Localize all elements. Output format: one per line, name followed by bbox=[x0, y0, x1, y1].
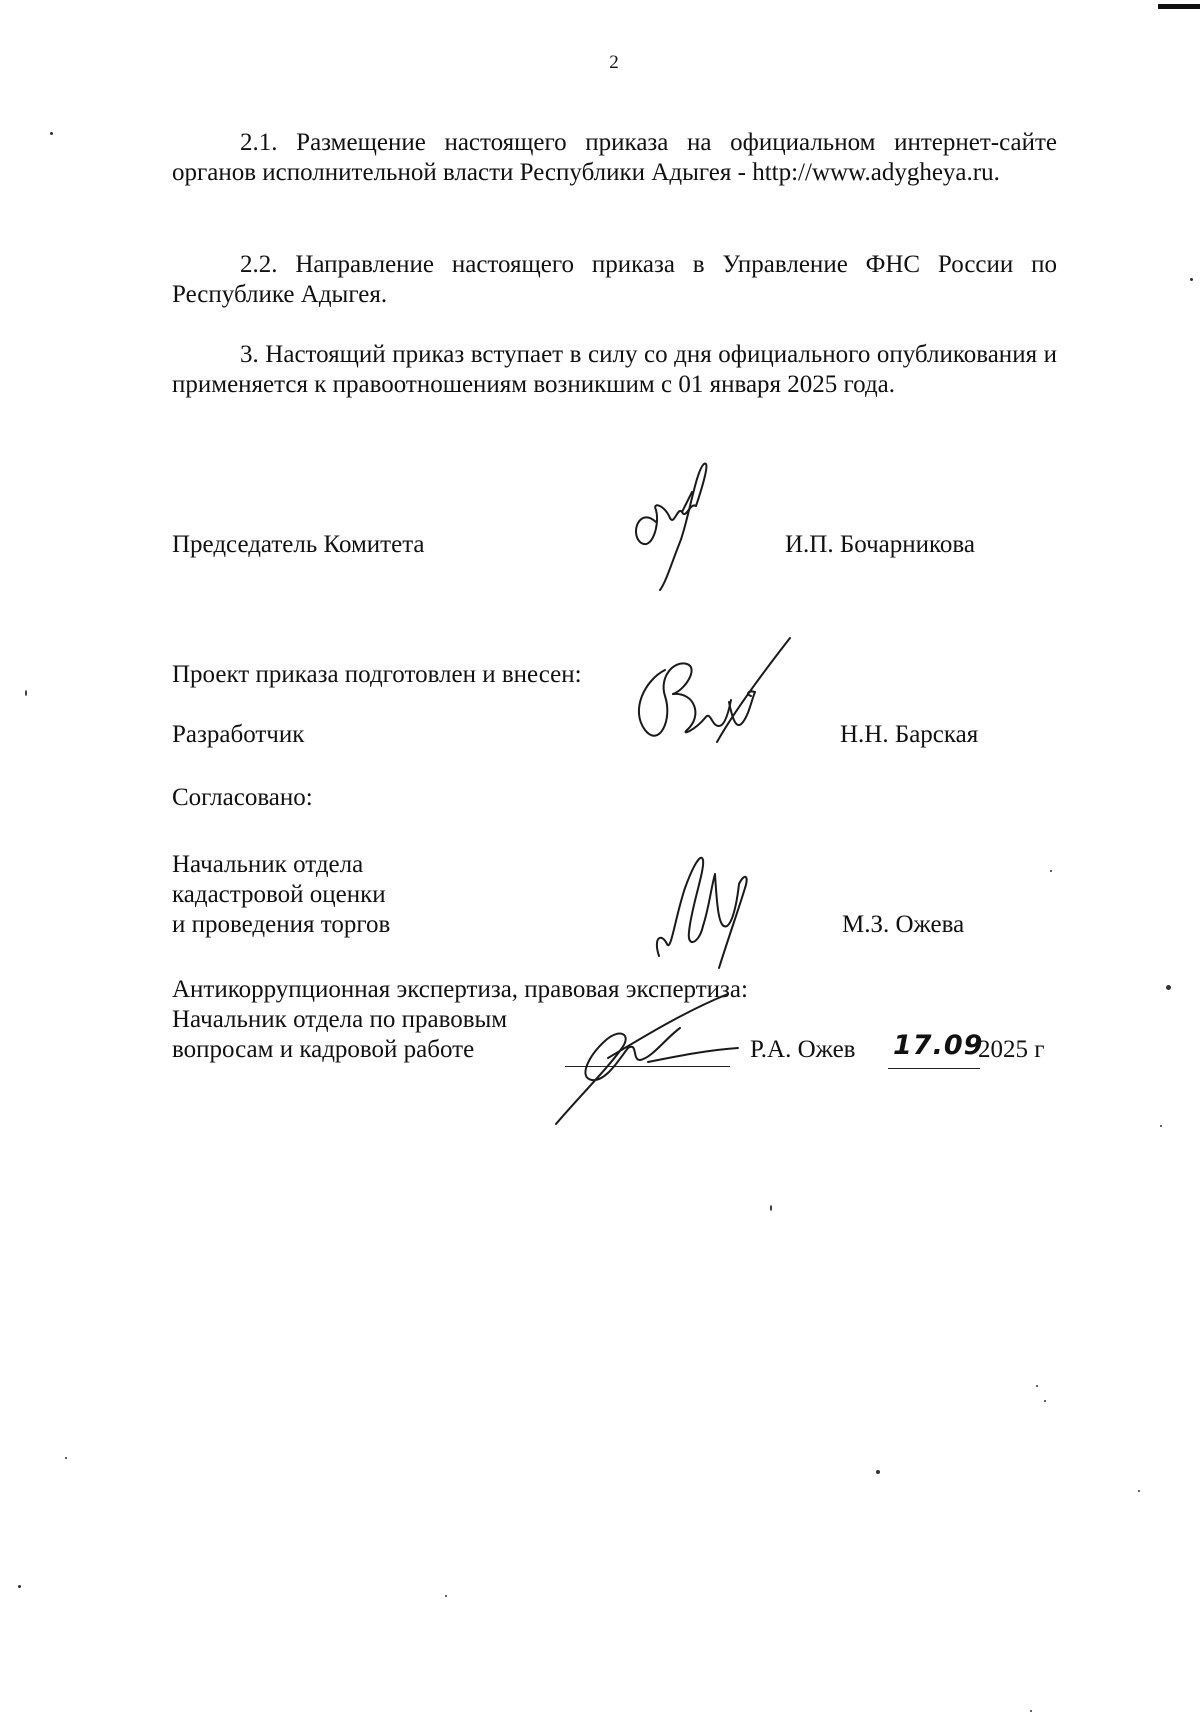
scan-speck bbox=[1190, 278, 1193, 281]
scan-speck bbox=[25, 690, 27, 696]
paragraph-2-1: 2.1. Размещение настоящего приказа на официальном интернет-сайте органов исполнительной власти Республики Адыгея - http://www.adygheya.ru. bbox=[172, 129, 1057, 186]
developer-title: Разработчик bbox=[172, 721, 305, 748]
legal-title-line-2: вопросам и кадровой работе bbox=[172, 1036, 475, 1063]
cadastral-head-name: М.З. Ожева bbox=[842, 911, 965, 938]
scan-speck bbox=[65, 1457, 67, 1459]
scan-speck bbox=[1166, 985, 1171, 990]
scan-speck bbox=[1138, 1490, 1140, 1492]
developer-signature bbox=[625, 630, 795, 760]
legal-head-signature bbox=[548, 988, 748, 1128]
chairman-title: Председатель Комитета bbox=[172, 531, 425, 558]
scan-speck bbox=[876, 1470, 880, 1474]
agreed-heading: Согласовано: bbox=[172, 784, 313, 811]
date-year: 2025 г bbox=[978, 1036, 1045, 1063]
scan-speck bbox=[770, 1205, 772, 1211]
paragraph-3: 3. Настоящий приказ вступает в силу со дня официального опубликования и применяется к правоотношениям возникшим с 01 января 2025 года. bbox=[172, 341, 1057, 398]
chairman-name: И.П. Бочарникова bbox=[785, 531, 975, 558]
date-underline bbox=[888, 1068, 980, 1069]
scan-speck bbox=[18, 1585, 21, 1588]
prepared-heading: Проект приказа подготовлен и внесен: bbox=[172, 661, 582, 688]
cadastral-title-line-2: кадастровой оценки bbox=[172, 881, 386, 908]
scan-speck bbox=[50, 132, 53, 135]
scan-speck bbox=[1160, 1125, 1162, 1127]
legal-head-name: Р.А. Ожев bbox=[750, 1036, 856, 1063]
scan-speck bbox=[1050, 870, 1052, 872]
handwritten-date: 17.09 bbox=[893, 1030, 984, 1061]
page-number: 2 bbox=[609, 52, 619, 73]
cadastral-title-line-1: Начальник отдела bbox=[172, 851, 364, 878]
scan-edge-mark bbox=[1158, 4, 1200, 9]
chairman-signature bbox=[630, 462, 720, 602]
developer-name: Н.Н. Барская bbox=[840, 721, 979, 748]
scan-speck bbox=[1036, 1385, 1038, 1387]
scan-speck bbox=[445, 1595, 447, 1597]
cadastral-head-signature bbox=[645, 848, 765, 978]
cadastral-title-line-3: и проведения торгов bbox=[172, 911, 391, 938]
paragraph-2-2: 2.2. Направление настоящего приказа в Управление ФНС России по Республике Адыгея. bbox=[172, 251, 1057, 308]
scan-speck bbox=[1044, 1400, 1046, 1402]
legal-expertise-heading: Антикоррупционная экспертиза, правовая экспертиза: bbox=[172, 976, 748, 1003]
legal-title-line-1: Начальник отдела по правовым bbox=[172, 1006, 508, 1033]
